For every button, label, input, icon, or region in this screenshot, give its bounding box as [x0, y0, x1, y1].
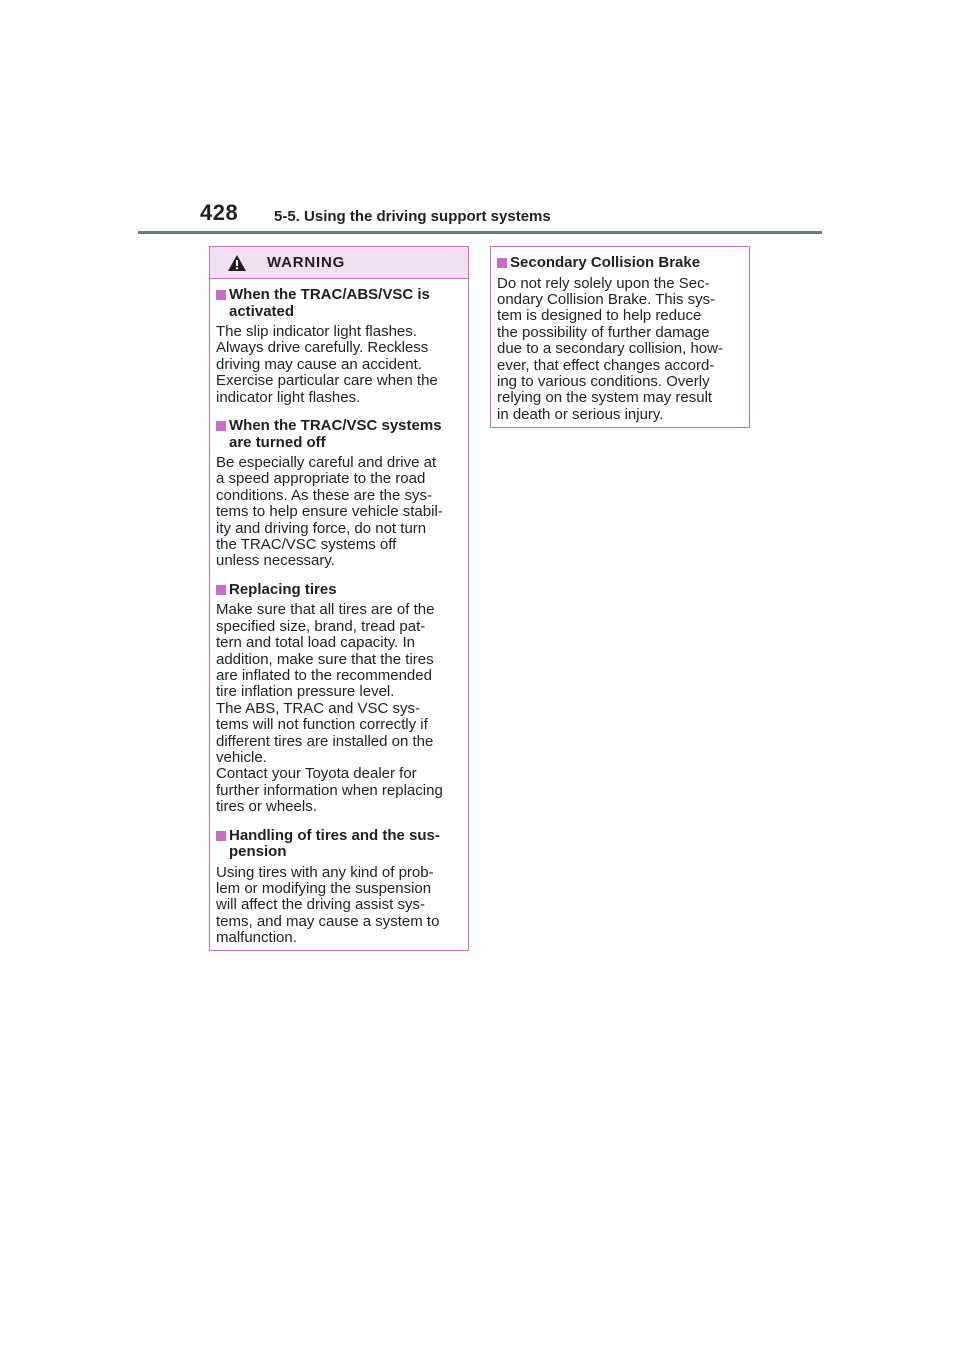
heading-text: Replacing tires	[229, 580, 337, 598]
secondary-content	[491, 247, 749, 423]
section-body: Using tires with any kind of prob- lem or modifying the suspension will affect the driving assist sys- tems, and may cause a system to malfunction.	[216, 863, 440, 947]
section-title: 5-5. Using the driving support systems	[274, 208, 551, 225]
secondary-collision-box	[490, 246, 750, 428]
heading-text: Handling of tires and the sus- pension	[229, 826, 440, 861]
page-number: 428	[200, 200, 239, 225]
page-header	[0, 0, 960, 240]
section-heading	[216, 828, 462, 861]
warning-triangle-icon	[227, 254, 247, 272]
square-bullet-icon	[216, 421, 226, 431]
warning-box	[209, 246, 469, 951]
section-heading	[216, 287, 462, 320]
heading-text: When the TRAC/ABS/VSC is activated	[229, 286, 430, 320]
section-body: Be especially careful and drive at a speed appropriate to the road conditions. As these are the sys- tems to help ensure vehicle stabil- ity and driving force, do not turn the TRAC/VSC systems off unless necessary.	[216, 454, 443, 570]
warning-content	[210, 279, 468, 947]
heading-text: Secondary Collision Brake	[510, 254, 701, 271]
warning-title: WARNING	[267, 254, 346, 271]
section-heading	[497, 255, 743, 272]
section-heading	[216, 582, 462, 599]
section-body: The slip indicator light flashes. Always drive carefully. Reckless driving may cause an accident. Exercise particular care when the indicator light flashes.	[216, 323, 438, 406]
square-bullet-icon	[216, 290, 226, 300]
section-body: Make sure that all tires are of the specified size, brand, tread pat- tern and total load capacity. In addition, make sure that the tires are inflated to the recommended tire inflation pressure level. The ABS, TRAC and VSC sys- tems will not function correctly if different tires are installed on the vehicle. Contact your Toyota dealer for further information when replacing tires or wheels.	[216, 601, 443, 816]
header-divider	[138, 231, 822, 234]
warning-header	[210, 247, 468, 279]
square-bullet-icon	[497, 258, 507, 268]
heading-text: When the TRAC/VSC systems are turned off	[229, 417, 442, 451]
section-body: Do not rely solely upon the Sec- ondary Collision Brake. This sys- tem is designed to help reduce the possibility of further damage due to a secondary collision, how- ever, that effect changes accord- ing to various conditions. Overly relying on the system may result in death or serious injury.	[497, 274, 723, 423]
square-bullet-icon	[216, 831, 226, 841]
section-heading	[216, 418, 462, 451]
square-bullet-icon	[216, 585, 226, 595]
